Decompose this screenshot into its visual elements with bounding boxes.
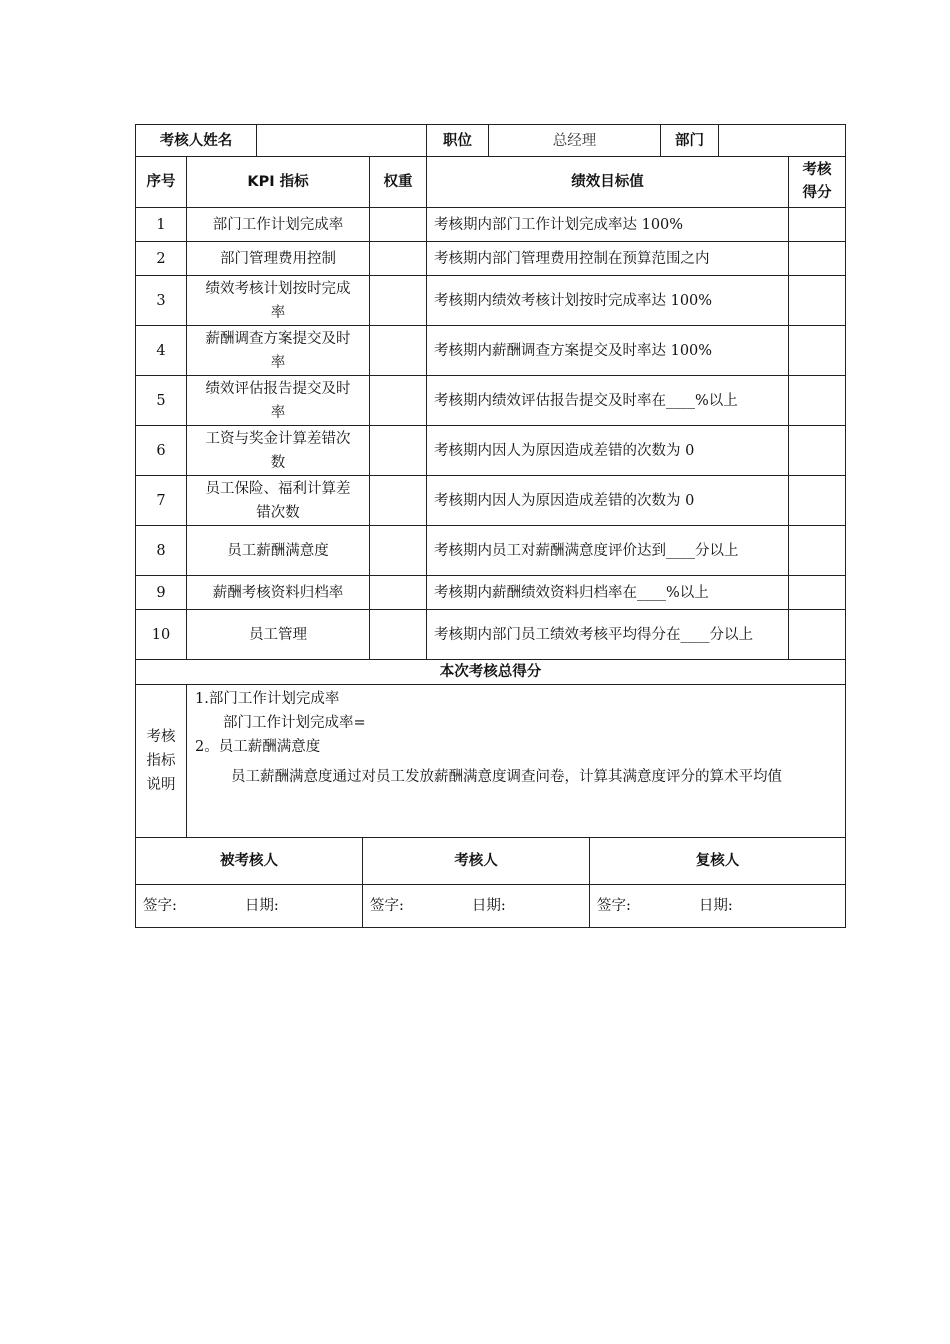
department-field[interactable] <box>719 125 846 157</box>
row-kpi: 员工保险、福利计算差错次数 <box>187 476 370 526</box>
row-score-field[interactable] <box>789 476 846 526</box>
row-score-field[interactable] <box>789 276 846 326</box>
table-row <box>136 276 846 326</box>
row-target: 考核期内部门员工绩效考核平均得分在____分以上 <box>427 610 789 660</box>
column-header-row <box>136 157 846 208</box>
row-weight-field[interactable] <box>370 242 427 276</box>
row-weight-field[interactable] <box>370 208 427 242</box>
row-kpi: 薪酬调查方案提交及时率 <box>187 326 370 376</box>
header-row <box>136 125 846 157</box>
row-weight-field[interactable] <box>370 426 427 476</box>
col-no-header: 序号 <box>136 157 187 208</box>
rechecker-label: 复核人 <box>590 838 846 885</box>
date-label: 日期: <box>244 898 279 914</box>
position-value[interactable]: 总经理 <box>489 125 661 157</box>
row-no: 9 <box>136 576 187 610</box>
row-no: 1 <box>136 208 187 242</box>
row-no: 5 <box>136 376 187 426</box>
row-target: 考核期内部门工作计划完成率达 100% <box>427 208 789 242</box>
kpi-assessment-form <box>135 124 845 928</box>
reviewer-sign-field[interactable] <box>363 885 590 928</box>
row-score-field[interactable] <box>789 326 846 376</box>
row-weight-field[interactable] <box>370 276 427 326</box>
col-weight-header: 权重 <box>370 157 427 208</box>
row-target: 考核期内薪酬绩效资料归档率在____%以上 <box>427 576 789 610</box>
position-label: 职位 <box>427 125 489 157</box>
row-target: 考核期内因人为原因造成差错的次数为 0 <box>427 426 789 476</box>
col-score-header: 考核得分 <box>789 157 846 208</box>
row-no: 2 <box>136 242 187 276</box>
sign-label: 签字: <box>597 898 631 914</box>
row-weight-field[interactable] <box>370 376 427 426</box>
signature-fields-row <box>136 885 846 928</box>
row-kpi: 员工薪酬满意度 <box>187 526 370 576</box>
row-target: 考核期内员工对薪酬满意度评价达到____分以上 <box>427 526 789 576</box>
reviewer-label: 考核人 <box>363 838 590 885</box>
row-weight-field[interactable] <box>370 476 427 526</box>
row-no: 6 <box>136 426 187 476</box>
row-score-field[interactable] <box>789 610 846 660</box>
explain-item-2-title: 2。员工薪酬满意度 <box>195 739 321 755</box>
table-row <box>136 242 846 276</box>
table-row <box>136 426 846 476</box>
row-kpi: 绩效评估报告提交及时率 <box>187 376 370 426</box>
table-row <box>136 476 846 526</box>
row-no: 8 <box>136 526 187 576</box>
row-score-field[interactable] <box>789 526 846 576</box>
row-target: 考核期内部门管理费用控制在预算范围之内 <box>427 242 789 276</box>
row-no: 10 <box>136 610 187 660</box>
row-weight-field[interactable] <box>370 576 427 610</box>
kpi-table <box>135 124 846 838</box>
col-target-header: 绩效目标值 <box>427 157 789 208</box>
reviewee-label: 被考核人 <box>136 838 363 885</box>
table-row <box>136 326 846 376</box>
row-kpi: 员工管理 <box>187 610 370 660</box>
row-target: 考核期内绩效考核计划按时完成率达 100% <box>427 276 789 326</box>
explanation-row <box>136 685 846 838</box>
total-score-label: 本次考核总得分 <box>136 660 846 685</box>
signature-table <box>135 837 846 928</box>
row-score-field[interactable] <box>789 208 846 242</box>
date-label: 日期: <box>698 898 733 914</box>
reviewee-sign-field[interactable] <box>136 885 363 928</box>
rechecker-sign-field[interactable] <box>590 885 846 928</box>
explain-item-1-formula: 部门工作计划完成率= <box>223 715 366 731</box>
assessor-name-field[interactable] <box>257 125 427 157</box>
row-kpi: 工资与奖金计算差错次数 <box>187 426 370 476</box>
table-row <box>136 610 846 660</box>
explain-item-1-title: 1.部门工作计划完成率 <box>195 691 340 707</box>
table-row <box>136 526 846 576</box>
row-target: 考核期内绩效评估报告提交及时率在____%以上 <box>427 376 789 426</box>
row-no: 7 <box>136 476 187 526</box>
sign-label: 签字: <box>370 898 404 914</box>
row-weight-field[interactable] <box>370 526 427 576</box>
sign-label: 签字: <box>143 898 177 914</box>
row-target: 考核期内因人为原因造成差错的次数为 0 <box>427 476 789 526</box>
row-score-field[interactable] <box>789 242 846 276</box>
row-score-field[interactable] <box>789 376 846 426</box>
table-row <box>136 376 846 426</box>
table-row <box>136 576 846 610</box>
row-target: 考核期内薪酬调查方案提交及时率达 100% <box>427 326 789 376</box>
explanation-label: 考核指标说明 <box>136 685 187 838</box>
row-kpi: 薪酬考核资料归档率 <box>187 576 370 610</box>
row-kpi: 部门工作计划完成率 <box>187 208 370 242</box>
row-no: 3 <box>136 276 187 326</box>
explanation-content <box>187 685 846 838</box>
total-score-row <box>136 660 846 685</box>
row-score-field[interactable] <box>789 576 846 610</box>
signature-header-row <box>136 838 846 885</box>
explain-item-2-text: 员工薪酬满意度通过对员工发放薪酬满意度调查问卷，计算其满意度评分的算术平均值 <box>231 769 782 785</box>
row-score-field[interactable] <box>789 426 846 476</box>
assessor-name-label: 考核人姓名 <box>136 125 257 157</box>
row-kpi: 绩效考核计划按时完成率 <box>187 276 370 326</box>
department-label: 部门 <box>661 125 719 157</box>
date-label: 日期: <box>471 898 506 914</box>
col-kpi-header: KPI 指标 <box>187 157 370 208</box>
row-kpi: 部门管理费用控制 <box>187 242 370 276</box>
table-row <box>136 208 846 242</box>
row-weight-field[interactable] <box>370 610 427 660</box>
row-weight-field[interactable] <box>370 326 427 376</box>
row-no: 4 <box>136 326 187 376</box>
